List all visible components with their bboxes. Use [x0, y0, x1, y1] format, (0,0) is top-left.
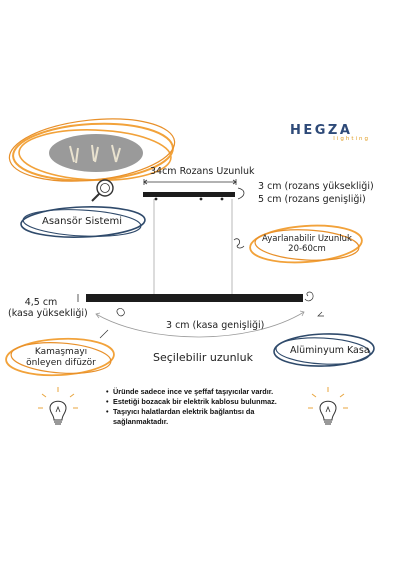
body-height-line1: 4,5 cm	[24, 297, 58, 308]
magnifier-icon	[92, 180, 113, 201]
canopy-length-arrow	[144, 179, 236, 185]
suspension-wires	[154, 199, 232, 294]
note-item: • Üründe sadece ince ve şeffaf taşıyıcılar vardır.	[106, 387, 306, 397]
canopy-width-label: 5 cm (rozans genişliği)	[258, 194, 366, 205]
ceiling-canopy	[143, 192, 235, 200]
canopy-length-label: 34cm Rozans Uzunluk	[150, 166, 255, 177]
width-curl-right	[305, 292, 313, 301]
bulb-icon	[308, 387, 348, 424]
brand-logo	[290, 123, 370, 142]
lift-system-label: Asansör Sistemi	[42, 216, 123, 227]
body-height-line2: (kasa yüksekliği)	[8, 308, 88, 319]
adjustable-length-label	[262, 234, 352, 254]
body-width-label: 3 cm (kasa genişliği)	[166, 320, 265, 331]
brand-name: HEGZA	[290, 123, 353, 138]
aluminium-body-label: Alüminyum Kasa	[290, 345, 370, 356]
antiglare-line1: Kamaşmayı	[34, 347, 88, 357]
adjustable-length-line1: Ayarlanabilir Uzunluk	[262, 234, 352, 244]
adjustable-curl	[234, 239, 244, 248]
canopy-height-arrow	[238, 188, 244, 199]
body-height-label	[8, 297, 88, 319]
light-body	[86, 294, 303, 302]
width-curl-left	[117, 308, 125, 315]
feature-notes	[106, 387, 306, 427]
selectable-length-label: Seçilebilir uzunluk	[153, 351, 253, 364]
note-item: sağlanmaktadır.	[113, 417, 169, 426]
canopy-height-label: 3 cm (rozans yüksekliği)	[258, 181, 374, 192]
brand-tagline: lighting	[333, 136, 370, 142]
antiglare-label	[18, 347, 104, 369]
bulb-icon	[38, 387, 78, 424]
note-item: • Taşıyıcı halatlardan elektrik bağlantısı da	[106, 407, 306, 417]
adjustable-length-line2: 20-60cm	[288, 244, 326, 254]
antiglare-line2: önleyen difüzör	[26, 358, 96, 368]
note-item: • Estetiği bozacak bir elektrik kablosu bulunmaz.	[106, 397, 306, 407]
